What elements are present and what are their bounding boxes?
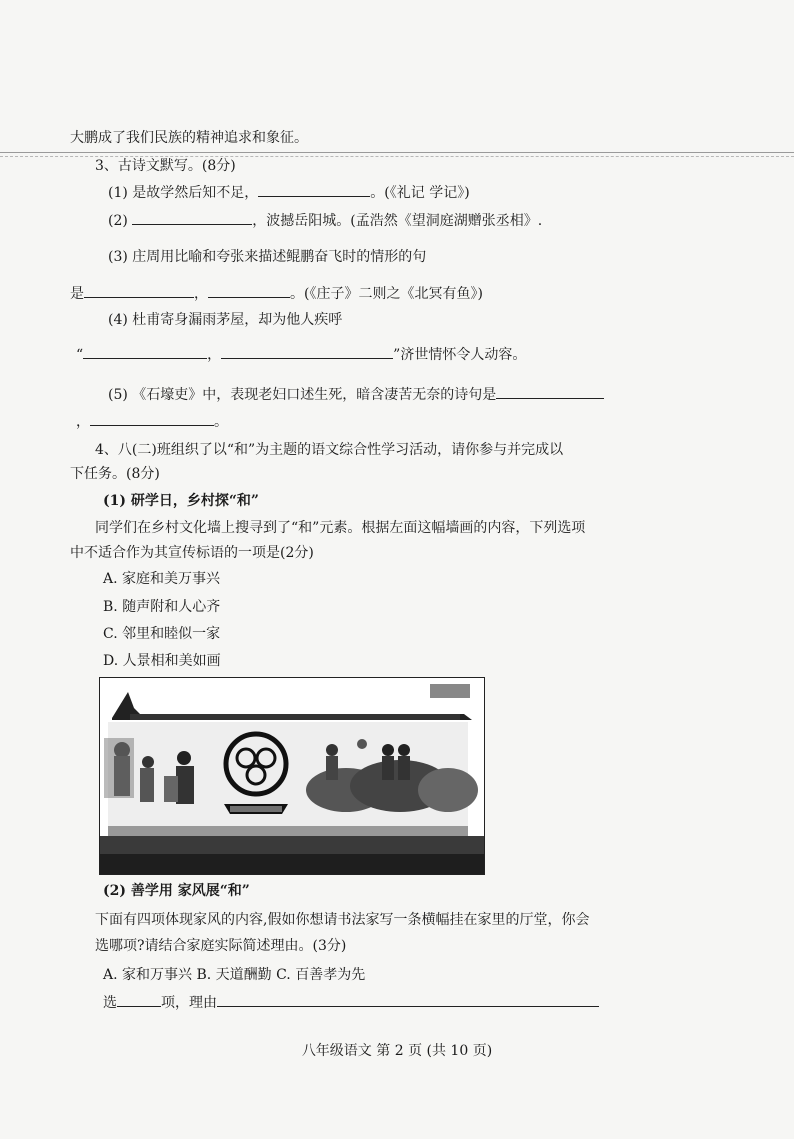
- question-4-intro: 4、八(二)班组织了以“和”为主题的语文综合性学习活动，请你参与并完成以: [95, 442, 564, 458]
- question-3-4-answer: “ ， ”济世情怀令人动容。: [76, 344, 526, 365]
- question-3-1: (1) 是故学然后知不足， 。(《礼记 学记》): [108, 182, 470, 203]
- paragraph: 选哪项?请结合家庭实际简述理由。(3分): [95, 938, 347, 954]
- option-d: D. 人景相和美如画: [103, 653, 221, 669]
- answer-blank[interactable]: [496, 384, 604, 399]
- page-footer: 八年级语文 第 2 页 (共 10 页): [301, 1043, 493, 1059]
- text-line: 大鹏成了我们民族的精神追求和象征。: [70, 130, 308, 146]
- option-a: A. 家庭和美万事兴: [103, 571, 221, 587]
- wall-mural-photo: [99, 677, 485, 875]
- question-3-3: (3) 庄周用比喻和夸张来描述鲲鹏奋飞时的情形的句: [108, 249, 427, 265]
- answer-blank[interactable]: [90, 411, 214, 426]
- paragraph: 同学们在乡村文化墙上搜寻到了“和”元素。根据左面这幅墙画的内容，下列选项: [95, 520, 586, 536]
- answer-line: 选 项，理由: [103, 992, 599, 1013]
- choice-blank[interactable]: [117, 992, 161, 1007]
- question-3-4: (4) 杜甫寄身漏雨茅屋，却为他人疾呼: [108, 312, 343, 328]
- reason-blank[interactable]: [217, 992, 599, 1007]
- paragraph: 下面有四项体现家风的内容,假如你想请书法家写一条横幅挂在家里的厅堂，你会: [95, 912, 590, 928]
- answer-blank[interactable]: [132, 210, 252, 225]
- question-3-5-answer: ， 。: [76, 411, 228, 432]
- option-b: B. 随声附和人心齐: [103, 599, 221, 615]
- header-rule: [0, 152, 794, 153]
- answer-blank[interactable]: [221, 344, 393, 359]
- question-3-3-answer: 是 ， 。(《庄子》二则之《北冥有鱼》): [70, 283, 483, 304]
- answer-blank[interactable]: [83, 344, 207, 359]
- answer-blank[interactable]: [84, 283, 194, 298]
- question-4-intro-cont: 下任务。(8分): [70, 466, 160, 482]
- option-c: C. 邻里和睦似一家: [103, 626, 221, 642]
- question-3-5: (5) 《石壕吏》中，表现老妇口述生死，暗含凄苦无奈的诗句是: [108, 384, 604, 405]
- options-list: A. 家和万事兴 B. 天道酬勤 C. 百善孝为先: [103, 967, 366, 983]
- answer-blank[interactable]: [258, 182, 370, 197]
- subquestion-2-title: (2) 善学用 家风展“和”: [103, 883, 250, 899]
- mural-illustration: [100, 678, 484, 874]
- subquestion-1-title: (1) 研学日，乡村探“和”: [103, 493, 259, 509]
- question-3-2: (2) ，波撼岳阳城。(孟浩然《望洞庭湖赠张丞相》.: [108, 210, 542, 231]
- paragraph: 中不适合作为其宣传标语的一项是(2分): [70, 545, 314, 561]
- answer-blank[interactable]: [208, 283, 290, 298]
- question-3-title: 3、古诗文默写。(8分): [95, 158, 236, 174]
